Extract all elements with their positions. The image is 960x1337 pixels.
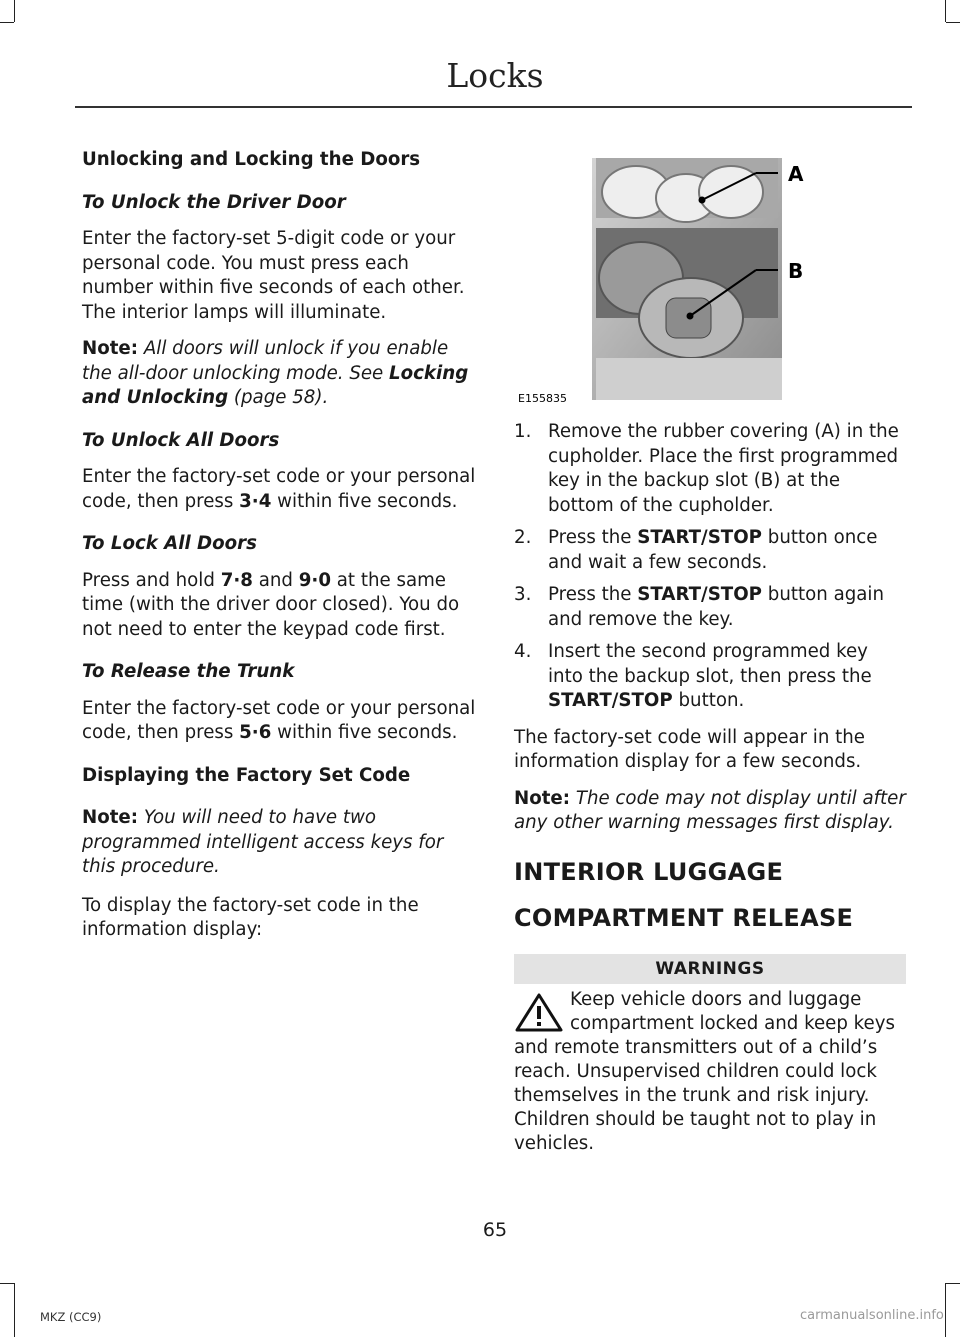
crop-mark bbox=[0, 22, 14, 23]
step-text: button again and remove the key. bbox=[548, 584, 884, 630]
cupholder-illustration bbox=[516, 158, 820, 410]
heading-unlocking-locking: Unlocking and Locking the Doors bbox=[82, 149, 421, 170]
subheading-unlock-all: To Unlock All Doors bbox=[82, 429, 280, 451]
step-text: button. bbox=[678, 690, 745, 711]
paragraph-release-trunk bbox=[82, 697, 476, 746]
watermark: carmanualsonline.info bbox=[800, 1308, 944, 1323]
subheading-lock-all: To Lock All Doors bbox=[82, 533, 257, 554]
crop-mark bbox=[0, 1283, 14, 1284]
subheading-unlock-driver: To Unlock the Driver Door bbox=[82, 191, 346, 213]
section-title-line: INTERIOR LUGGAGE bbox=[514, 857, 784, 886]
warning-block bbox=[514, 988, 906, 1156]
note-text: The code may not display until after any other warning messages first display. bbox=[514, 787, 906, 833]
header-divider bbox=[75, 106, 912, 108]
step-text: Insert the second programmed key into the backup slot, then press the bbox=[548, 641, 872, 687]
crop-mark bbox=[945, 0, 946, 22]
step-number: 4. bbox=[514, 641, 532, 662]
crop-mark bbox=[14, 0, 15, 22]
button-name: START/STOP bbox=[637, 527, 762, 548]
callout-b: B bbox=[788, 259, 804, 283]
text: Enter the factory-set code or your personal code, then press bbox=[82, 697, 476, 743]
note-code-delay bbox=[514, 787, 906, 836]
warning-triangle-icon bbox=[514, 992, 564, 1034]
warning-text: Keep vehicle doors and luggage compartment locked and keep keys and remote transmitters out of a child’s reach. Unsupervised children could lock themselves in the trunk and risk injury. Children should be taught not to play in vehicles. bbox=[514, 988, 895, 1154]
note-all-door-unlock bbox=[82, 337, 476, 411]
figure-code: E155835 bbox=[518, 392, 567, 405]
callout-a: A bbox=[788, 162, 804, 186]
paragraph-display-code: To display the factory-set code in the information display: bbox=[82, 894, 419, 940]
cross-reference-link[interactable]: Locking and Unlocking bbox=[82, 362, 469, 408]
text: and bbox=[258, 569, 293, 591]
keypad-key: 5·6 bbox=[239, 722, 272, 743]
list-item bbox=[514, 526, 906, 575]
step-text: Remove the rubber covering (A) in the cupholder. Place the first programmed key in the backup slot (B) at the bottom of the cupholder. bbox=[548, 421, 899, 516]
page-title: Locks bbox=[446, 56, 544, 95]
note-period: . bbox=[322, 387, 329, 408]
keypad-key: 3·4 bbox=[239, 490, 272, 512]
crop-mark bbox=[946, 1283, 960, 1284]
note-two-keys bbox=[82, 806, 476, 880]
note-label: Note: bbox=[82, 338, 139, 359]
step-text: Press the bbox=[548, 584, 632, 605]
note-label: Note: bbox=[514, 787, 571, 809]
left-column bbox=[82, 148, 476, 955]
list-item bbox=[514, 583, 906, 632]
note-label: Note: bbox=[82, 807, 139, 828]
note-text: You will need to have two programmed intelligent access keys for this procedure. bbox=[82, 807, 444, 877]
list-item bbox=[514, 420, 906, 518]
list-item bbox=[514, 640, 906, 714]
crop-mark bbox=[14, 1283, 15, 1337]
button-name: START/STOP bbox=[548, 690, 673, 711]
heading-factory-code: Displaying the Factory Set Code bbox=[82, 764, 411, 786]
step-number: 3. bbox=[514, 584, 532, 605]
model-code: MKZ (CC9) bbox=[40, 1310, 102, 1324]
page-number: 65 bbox=[482, 1219, 508, 1241]
text: Press and hold bbox=[82, 569, 215, 591]
subheading-release-trunk: To Release the Trunk bbox=[82, 661, 295, 682]
steps-list bbox=[514, 420, 906, 714]
warnings-banner: WARNINGS bbox=[514, 954, 906, 984]
button-name: START/STOP bbox=[637, 584, 762, 605]
console-front bbox=[596, 358, 782, 400]
keypad-key: 9·0 bbox=[298, 569, 331, 591]
step-text: Press the bbox=[548, 527, 632, 548]
crop-mark bbox=[945, 1283, 946, 1337]
text: Enter the factory-set code or your personal code, then press bbox=[82, 466, 476, 512]
section-title-line: COMPARTMENT RELEASE bbox=[514, 903, 854, 932]
paragraph-unlock-all bbox=[82, 465, 476, 514]
paragraph-code-appears: The factory-set code will appear in the information display for a few seconds. bbox=[514, 726, 865, 772]
text: within five seconds. bbox=[277, 722, 458, 743]
section-title bbox=[514, 856, 906, 934]
step-number: 2. bbox=[514, 527, 532, 548]
paragraph-lock-all bbox=[82, 569, 476, 643]
crop-mark bbox=[946, 22, 960, 23]
note-text: All doors will unlock if you enable the all-door unlocking mode. See bbox=[82, 338, 449, 384]
step-number: 1. bbox=[514, 421, 532, 442]
step-text: button once and wait a few seconds. bbox=[548, 527, 878, 573]
right-column bbox=[514, 420, 906, 1156]
keypad-key: 7·8 bbox=[220, 569, 253, 591]
text: at the same time (with the driver door closed). You do not need to enter the keypad code first. bbox=[82, 569, 460, 640]
cupholder-diagram bbox=[516, 158, 820, 410]
paragraph-unlock-driver: Enter the factory-set 5-digit code or your personal code. You must press each number within five seconds of each other. The interior lamps will illuminate. bbox=[82, 228, 465, 323]
page-reference: (page 58) bbox=[233, 387, 323, 408]
text: within five seconds. bbox=[277, 490, 458, 512]
